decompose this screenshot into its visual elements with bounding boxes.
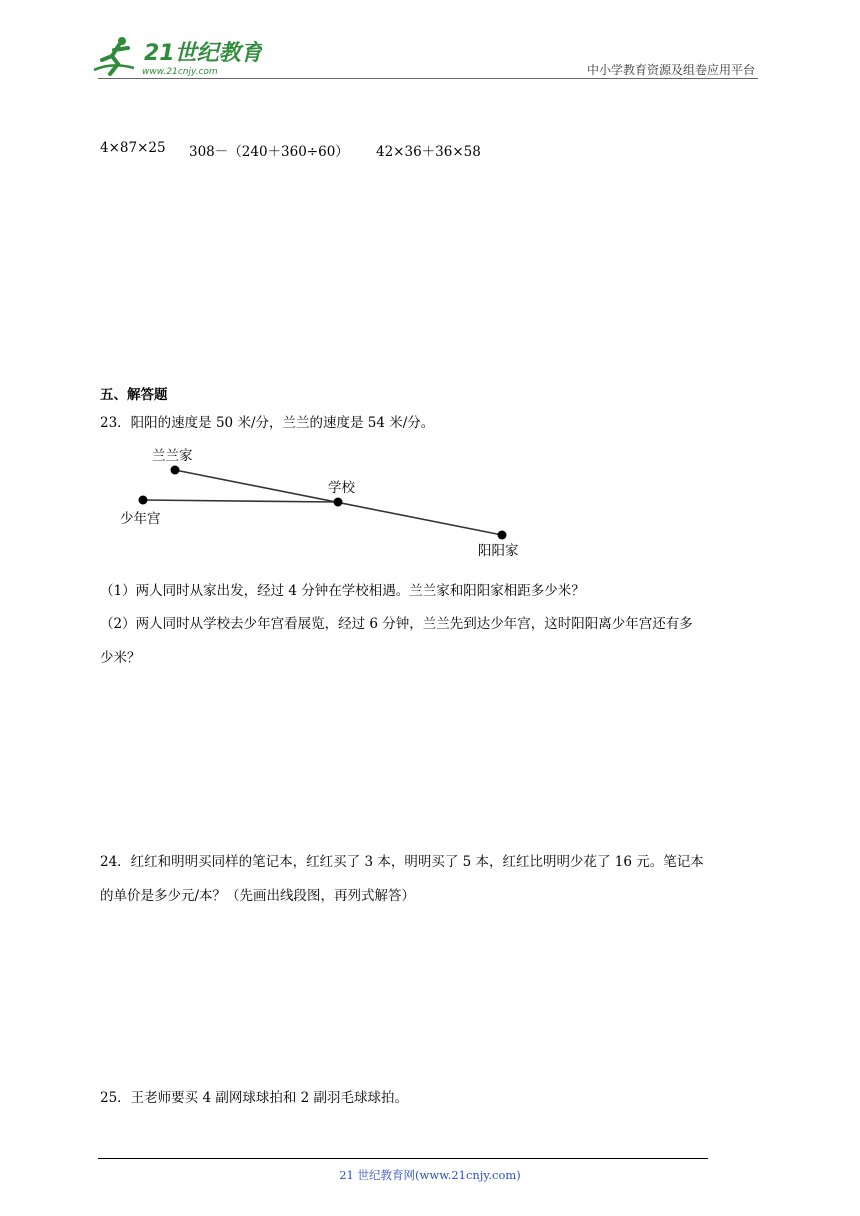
logo-text: 21世纪教育 xyxy=(144,41,262,66)
header-platform-text: 中小学教育资源及组卷应用平台 xyxy=(586,63,755,77)
q24-line2: 的单价是多少元/本？（先画出线段图，再列式解答） xyxy=(100,888,416,904)
site-logo xyxy=(92,32,262,80)
calc-item-2: 308－（240＋360÷60） xyxy=(189,144,349,160)
label-yangyang-home: 阳阳家 xyxy=(478,543,519,559)
q23-route-diagram xyxy=(110,440,550,570)
q23-stem: 23．阳阳的速度是 50 米/分，兰兰的速度是 54 米/分。 xyxy=(100,415,435,431)
runner-icon xyxy=(94,37,134,74)
label-school: 学校 xyxy=(328,480,355,496)
footer-divider xyxy=(98,1158,708,1159)
header-divider xyxy=(98,78,758,79)
section-title: 五、解答题 xyxy=(100,387,168,403)
footer-link[interactable]: 21 世纪教育网(www.21cnjy.com) xyxy=(339,1168,521,1182)
calc-item-1: 4×87×25 xyxy=(100,140,166,156)
point-lanlan-home xyxy=(171,466,180,475)
point-yangyang-home xyxy=(498,531,507,540)
road-palace-to-school xyxy=(143,500,338,502)
q23-part1: （1）两人同时从家出发，经过 4 分钟在学校相遇。兰兰家和阳阳家相距多少米？ xyxy=(100,583,585,599)
q23-part2-line2: 少米？ xyxy=(100,650,141,666)
q23-part2-line1: （2）两人同时从学校去少年宫看展览，经过 6 分钟，兰兰先到达少年宫，这时阳阳离少年宫还有多 xyxy=(100,616,693,632)
point-school xyxy=(334,498,343,507)
label-youth-palace: 少年宫 xyxy=(120,511,161,527)
calc-item-3: 42×36＋36×58 xyxy=(376,144,481,160)
q25-line1: 25．王老师要买 4 副网球球拍和 2 副羽毛球球拍。 xyxy=(100,1090,409,1106)
label-lanlan-home: 兰兰家 xyxy=(152,448,193,464)
point-youth-palace xyxy=(139,496,148,505)
logo-url: www.21cnjy.com xyxy=(142,67,218,77)
q24-line1: 24．红红和明明买同样的笔记本，红红买了 3 本，明明买了 5 本，红红比明明少花了 16 元。笔记本 xyxy=(100,854,704,870)
